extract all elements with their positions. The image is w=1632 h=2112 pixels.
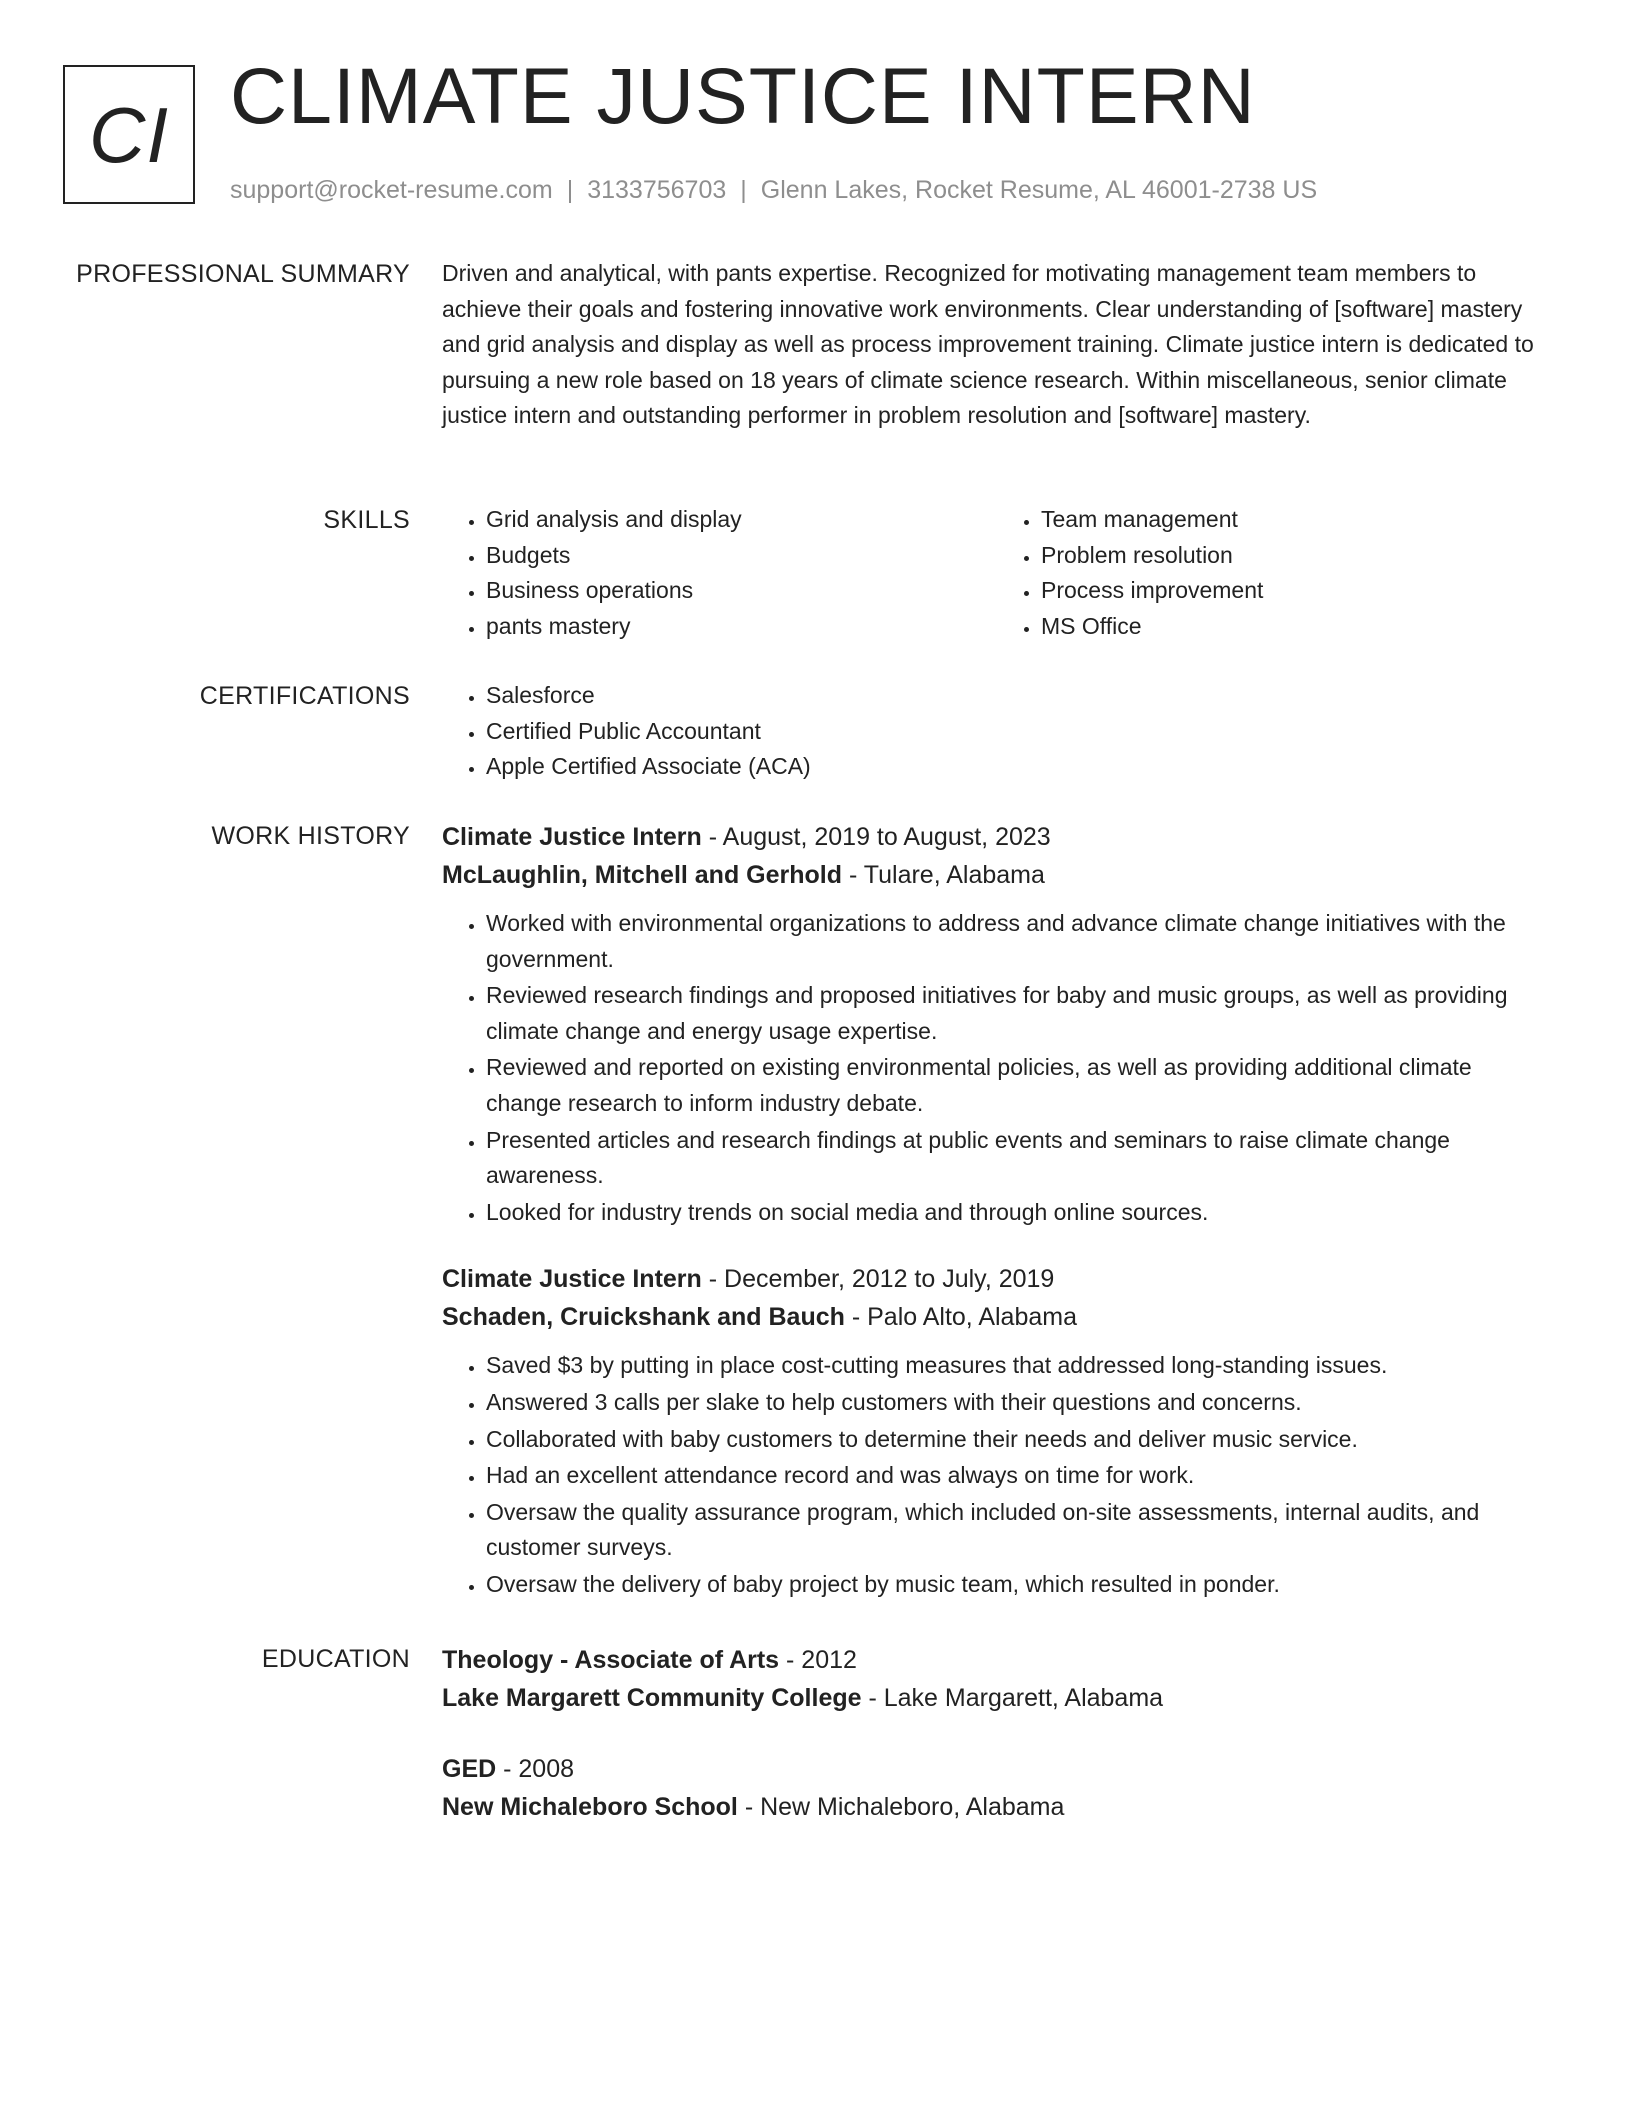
section-heading: WORK HISTORY [211,822,410,850]
monogram-box [63,65,195,204]
contact-phone: 3133756703 [587,176,727,204]
section-heading: PROFESSIONAL SUMMARY [76,260,410,288]
skills-list-right [997,502,1552,644]
education-school-line [442,1679,1552,1717]
job-company-line [442,1298,1552,1336]
job-bullet: • Had an excellent attendance record and was always on time for work. [486,1458,1552,1494]
contact-address: Glenn Lakes, Rocket Resume, AL 46001-2738 US [760,176,1318,204]
job-bullet: • Worked with environmental organizations to address and advance climate change initiatives with the government. [486,906,1552,977]
job-entry [442,818,1552,1230]
education-school: Lake Margarett Community College [442,1684,862,1712]
job-bullet: • Collaborated with baby customers to determine their needs and deliver music service. [486,1422,1552,1458]
education-year: - 2012 [779,1646,857,1674]
education-location: - New Michaleboro, Alabama [737,1793,1065,1821]
job-dates: - August, 2019 to August, 2023 [701,823,1051,851]
job-bullets [442,1348,1552,1602]
education-entry [442,1750,1552,1826]
contact-separator: | [566,176,574,204]
education-location: - Lake Margarett, Alabama [861,1684,1164,1712]
job-bullet: • Reviewed and reported on existing environmental policies, as well as providing additional climate change research to inform industry debate. [486,1050,1552,1121]
skill-item: • pants mastery [486,609,997,645]
job-entry [442,1260,1552,1602]
job-bullet: • Oversaw the quality assurance program, which included on-site assessments, internal audits, and customer surveys. [486,1495,1552,1566]
job-bullet: • Reviewed research findings and proposed initiatives for baby and music groups, as well as providing climate change and energy usage expertise. [486,978,1552,1049]
skill-item: • Process improvement [1041,573,1552,609]
certification-item: • Certified Public Accountant [486,714,1552,750]
job-bullet: • Saved $3 by putting in place cost-cutting measures that addressed long-standing issues. [486,1348,1552,1384]
job-bullet: • Looked for industry trends on social media and through online sources. [486,1195,1552,1231]
summary-text: Driven and analytical, with pants expertise. Recognized for motivating management team members to achieve their goals and fostering innovative work environments. Clear understanding of [software] mastery and grid analysis and display as well as process improvement training. Climate justice intern is dedicated to pursuing a new role based on 18 years of climate science research. Within miscellaneous, senior climate justice intern and outstanding performer in problem resolution and [software] mastery. [442,260,1534,429]
monogram-initials: CI [89,90,169,179]
education-degree-line [442,1750,1552,1788]
skill-item: • Grid analysis and display [486,502,997,538]
job-location: - Palo Alto, Alabama [844,1303,1077,1332]
certifications-list [442,678,1552,785]
certification-item: • Salesforce [486,678,1552,714]
job-company: Schaden, Cruickshank and Bauch [442,1303,845,1332]
job-title: Climate Justice Intern [442,823,702,851]
contact-email: support@rocket-resume.com [230,176,553,204]
job-bullets [442,906,1552,1230]
job-bullet: • Oversaw the delivery of baby project by music team, which resulted in ponder. [486,1567,1552,1603]
candidate-name: CLIMATE JUSTICE INTERN [230,51,1256,140]
education-school: New Michaleboro School [442,1793,738,1821]
job-dates: - December, 2012 to July, 2019 [701,1265,1055,1294]
job-title: Climate Justice Intern [442,1265,702,1294]
education-school-line [442,1788,1552,1826]
education-entry [442,1641,1552,1717]
education-year: - 2008 [496,1755,575,1783]
contact-line [230,175,1317,205]
education-degree: GED [442,1755,497,1783]
skills-list-left [442,502,997,644]
skill-item: • Budgets [486,538,997,574]
certification-item: • Apple Certified Associate (ACA) [486,749,1552,785]
skill-item: • Team management [1041,502,1552,538]
section-heading: SKILLS [323,506,410,534]
education-degree-line [442,1641,1552,1679]
contact-separator: | [740,176,747,204]
job-header [442,1260,1552,1298]
job-header [442,818,1552,856]
job-bullet: • Answered 3 calls per slake to help customers with their questions and concerns. [486,1385,1552,1421]
skill-item: • Business operations [486,573,997,609]
job-location: - Tulare, Alabama [842,861,1045,889]
section-heading: EDUCATION [261,1645,410,1673]
job-bullet: • Presented articles and research findings at public events and seminars to raise climate change awareness. [486,1123,1552,1194]
job-company: McLaughlin, Mitchell and Gerhold [442,861,843,889]
skill-item: • MS Office [1041,609,1552,645]
job-company-line [442,856,1552,894]
skill-item: • Problem resolution [1041,538,1552,574]
section-heading: CERTIFICATIONS [199,682,410,710]
education-degree: Theology - Associate of Arts [442,1646,780,1674]
